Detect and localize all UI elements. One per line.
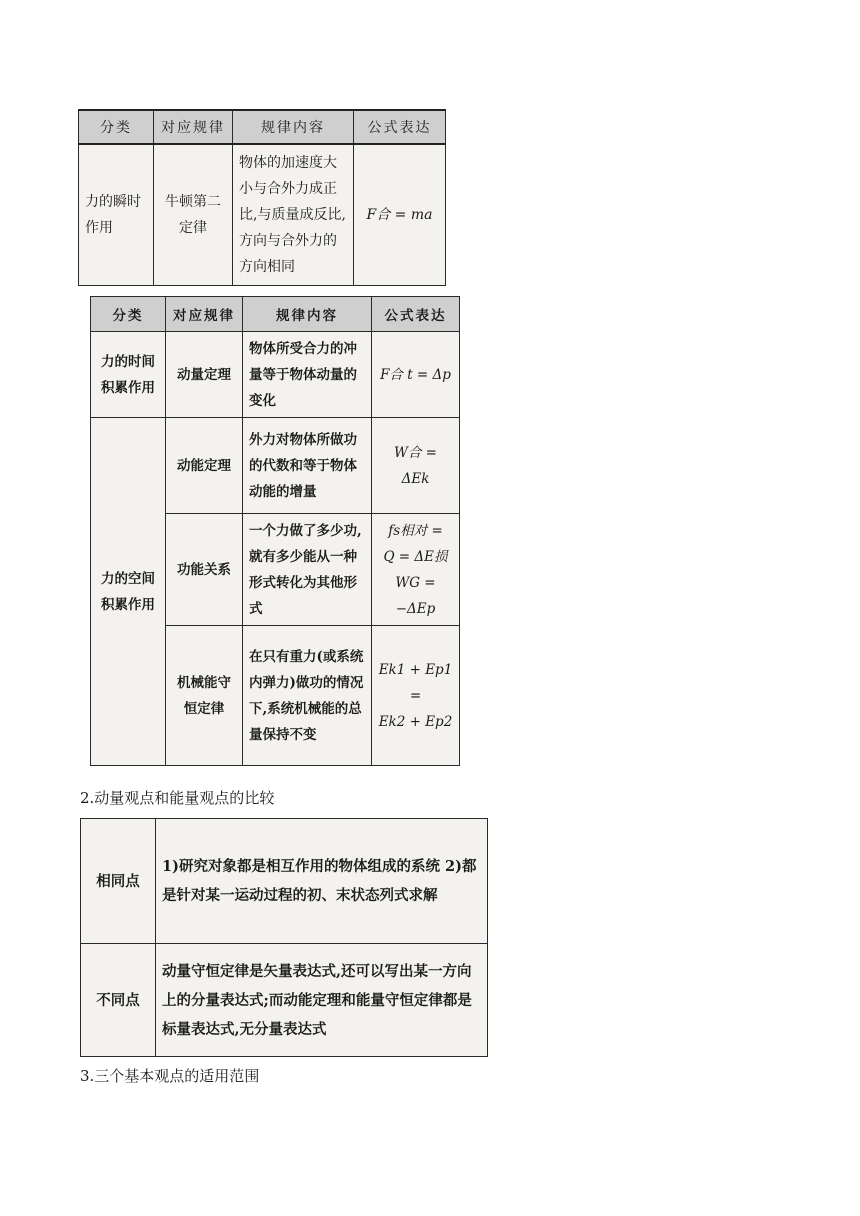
row-label: 不同点	[81, 944, 156, 1057]
newton-law-table	[78, 109, 446, 286]
law-cell: 动量定理	[166, 332, 243, 418]
table-row	[81, 944, 488, 1057]
row-text: 动量守恒定律是矢量表达式,还可以写出某一方向上的分量表达式;而动能定理和能量守恒定律都是标量表达式,无分量表达式	[156, 944, 488, 1057]
comparison-table	[80, 818, 488, 1057]
table-header-row	[79, 110, 446, 144]
column-header: 公式表达	[354, 110, 446, 144]
table-row	[79, 144, 446, 286]
category-cell: 力的瞬时作用	[79, 144, 154, 286]
law-cell: 动能定理	[166, 418, 243, 514]
formula-cell: F合 = ma	[354, 144, 446, 286]
content-cell: 外力对物体所做功的代数和等于物体动能的增量	[243, 418, 372, 514]
law-cell: 牛顿第二定律	[154, 144, 233, 286]
row-label: 相同点	[81, 819, 156, 944]
law-cell: 机械能守恒定律	[166, 626, 243, 766]
column-header: 公式表达	[372, 297, 460, 332]
column-header: 分类	[79, 110, 154, 144]
formula-cell: F合 t = Δp	[372, 332, 460, 418]
formula-line: WG = −ΔEp	[395, 574, 436, 617]
content-cell: 一个力做了多少功,就有多少能从一种形式转化为其他形式	[243, 514, 372, 626]
category-cell: 力的空间积累作用	[91, 418, 166, 766]
section-caption: 3.三个基本观点的适用范围	[80, 1067, 260, 1085]
formula-cell	[372, 514, 460, 626]
section-caption: 2.动量观点和能量观点的比较	[80, 789, 275, 807]
column-header: 规律内容	[243, 297, 372, 332]
momentum-energy-laws-table	[90, 296, 460, 766]
column-header: 规律内容	[233, 110, 354, 144]
table-header-row	[91, 297, 460, 332]
column-header: 分类	[91, 297, 166, 332]
table-row	[91, 332, 460, 418]
formula-cell	[372, 626, 460, 766]
content-cell: 物体所受合力的冲量等于物体动量的变化	[243, 332, 372, 418]
column-header: 对应规律	[154, 110, 233, 144]
table-row	[91, 418, 460, 514]
formula-line: Q = ΔE损	[383, 548, 448, 565]
formula-line: Ek1 + Ep1 =	[378, 661, 453, 704]
content-cell: 在只有重力(或系统内弹力)做功的情况下,系统机械能的总量保持不变	[243, 626, 372, 766]
column-header: 对应规律	[166, 297, 243, 332]
formula-cell: W合 = ΔEk	[372, 418, 460, 514]
row-text: 1)研究对象都是相互作用的物体组成的系统 2)都是针对某一运动过程的初、末状态列式求解	[156, 819, 488, 944]
law-cell: 功能关系	[166, 514, 243, 626]
table-row	[81, 819, 488, 944]
formula-line: fs相对 =	[388, 522, 443, 539]
category-cell: 力的时间积累作用	[91, 332, 166, 418]
formula-line: Ek2 + Ep2	[378, 713, 453, 730]
content-cell: 物体的加速度大小与合外力成正比,与质量成反比,方向与合外力的方向相同	[233, 144, 354, 286]
